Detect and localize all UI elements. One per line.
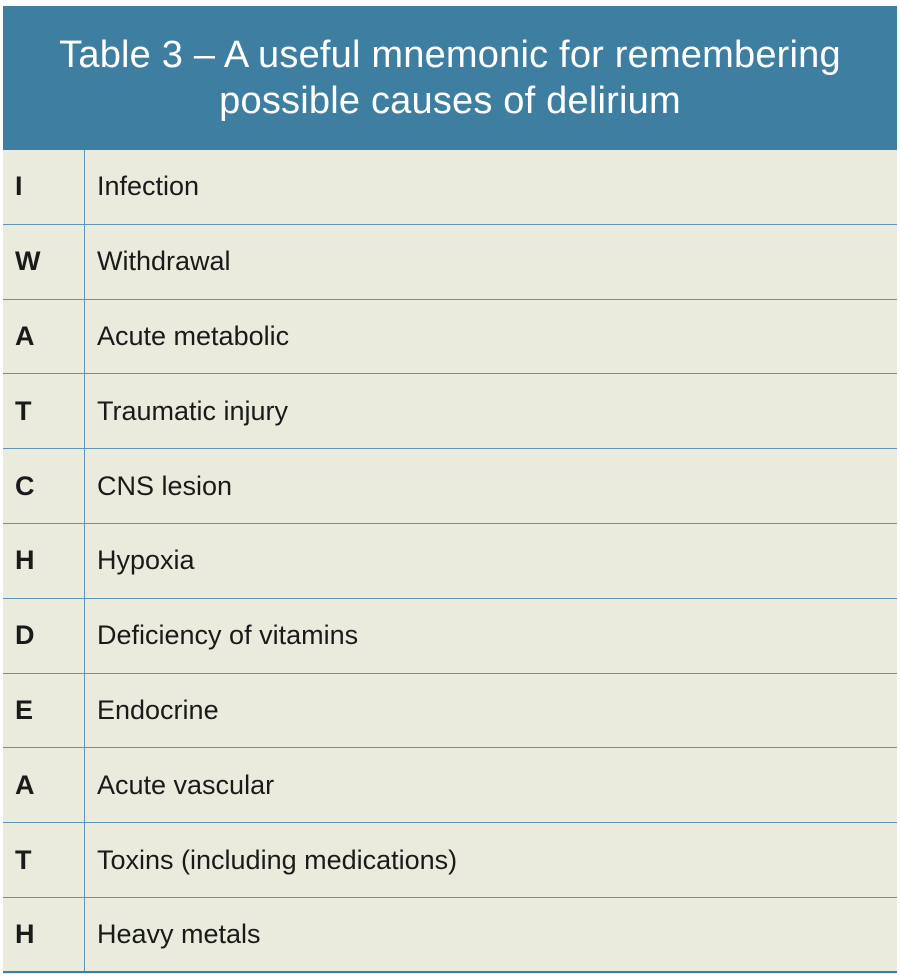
mnemonic-letter: H bbox=[3, 524, 85, 598]
table-header bbox=[3, 6, 897, 150]
cause-text: Traumatic injury bbox=[97, 395, 289, 426]
table-title-line2: possible causes of delirium bbox=[219, 80, 681, 122]
mnemonic-letter: D bbox=[3, 599, 85, 673]
mnemonic-letter: H bbox=[3, 898, 85, 971]
mnemonic-letter: C bbox=[3, 449, 85, 523]
mnemonic-letter: E bbox=[3, 674, 85, 748]
table-row bbox=[3, 898, 897, 973]
mnemonic-letter: T bbox=[3, 823, 85, 897]
cause-text: Deficiency of vitamins bbox=[97, 620, 359, 651]
table-row bbox=[3, 823, 897, 898]
cause-text: Acute metabolic bbox=[97, 320, 290, 351]
mnemonic-letter: I bbox=[3, 150, 85, 224]
table-row bbox=[3, 300, 897, 375]
table-body bbox=[3, 150, 897, 973]
table-row bbox=[3, 225, 897, 300]
table-title bbox=[59, 32, 841, 124]
table-row bbox=[3, 599, 897, 674]
table-row bbox=[3, 674, 897, 749]
cause-text: Withdrawal bbox=[97, 246, 231, 277]
mnemonic-letter: W bbox=[3, 225, 85, 299]
table-title-rest: – A useful mnemonic for remembering bbox=[183, 34, 841, 76]
cause-text: Hypoxia bbox=[97, 545, 195, 576]
table-row bbox=[3, 449, 897, 524]
cause-text: Heavy metals bbox=[97, 918, 261, 949]
table-row bbox=[3, 150, 897, 225]
mnemonic-letter: A bbox=[3, 300, 85, 374]
cause-text: Toxins (including medications) bbox=[97, 844, 458, 875]
table-title-label: Table 3 bbox=[59, 34, 184, 76]
cause-text: Infection bbox=[97, 171, 200, 202]
table-row bbox=[3, 748, 897, 823]
table-row bbox=[3, 524, 897, 599]
cause-text: Acute vascular bbox=[97, 769, 275, 800]
cause-text: Endocrine bbox=[97, 694, 219, 725]
table-row bbox=[3, 374, 897, 449]
mnemonic-letter: A bbox=[3, 748, 85, 822]
cause-text: CNS lesion bbox=[97, 470, 233, 501]
mnemonic-table bbox=[3, 6, 897, 974]
mnemonic-letter: T bbox=[3, 374, 85, 448]
